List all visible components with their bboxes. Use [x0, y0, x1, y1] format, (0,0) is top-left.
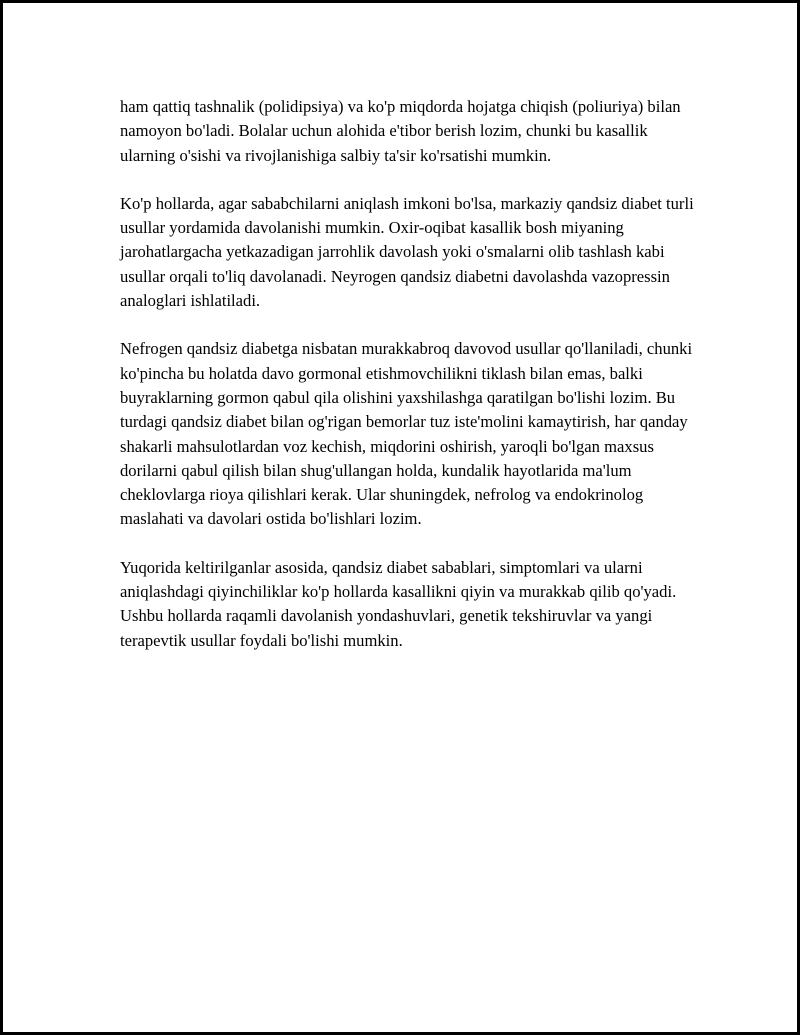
- paragraph-1: ham qattiq tashnalik (polidipsiya) va ko'p miqdorda hojatga chiqish (poliuriya) bilan namoyon bo'ladi. Bolalar uchun alohida e'tibor berish lozim, chunki bu kasallik ularning o'sishi va rivojlanishiga salbiy ta'sir ko'rsatishi mumkin.: [120, 97, 681, 165]
- document-body: [120, 95, 700, 677]
- paragraph-2: Ko'p hollarda, agar sababchilarni aniqlash imkoni bo'lsa, markaziy qandsiz diabet turli usullar yordamida davolanishi mumkin. Oxir-oqibat kasallik bosh miyaning jarohatlargacha yetkazadigan jarrohlik davolash yoki o'smalarni olib tashlash kabi usullar orqali to'liq davolanadi. Neyrogen qandsiz diabetni davolashda vazopressin analoglari ishlatiladi.: [120, 193, 694, 311]
- paragraph-3: Nefrogen qandsiz diabetga nisbatan murakkabroq davovod usullar qo'llaniladi, chunki ko'pincha bu holatda davo gormonal etishmovchilikni tiklash bilan emas, balki buyraklarning gormon qabul qila olishini yaxshilashga qaratilgan bo'lishi lozim. Bu turdagi qandsiz diabet bilan og'rigan bemorlar tuz iste'molini kamaytirish, har qanday shakarli mahsulotlardan voz kechish, miqdorini oshirish, yaroqli bo'lgan maxsus dorilarni qabul qilish bilan shug'ullangan holda, kundalik hayotlarida ma'lum cheklovlarga rioya qilishlari kerak. Ular shuningdek, nefrolog va endokrinolog maslahati va davolari ostida bo'lishlari lozim.: [120, 339, 693, 529]
- paragraph-4: Yuqorida keltirilganlar asosida, qandsiz diabet sabablari, simptomlari va ularni aniqlashdagi qiyinchiliklar ko'p hollarda kasallikni qiyin va murakkab qilib qo'yadi. Ushbu hollarda raqamli davolanish yondashuvlari, genetik tekshiruvlar va yangi terapevtik usullar foydali bo'lishi mumkin.: [120, 557, 677, 650]
